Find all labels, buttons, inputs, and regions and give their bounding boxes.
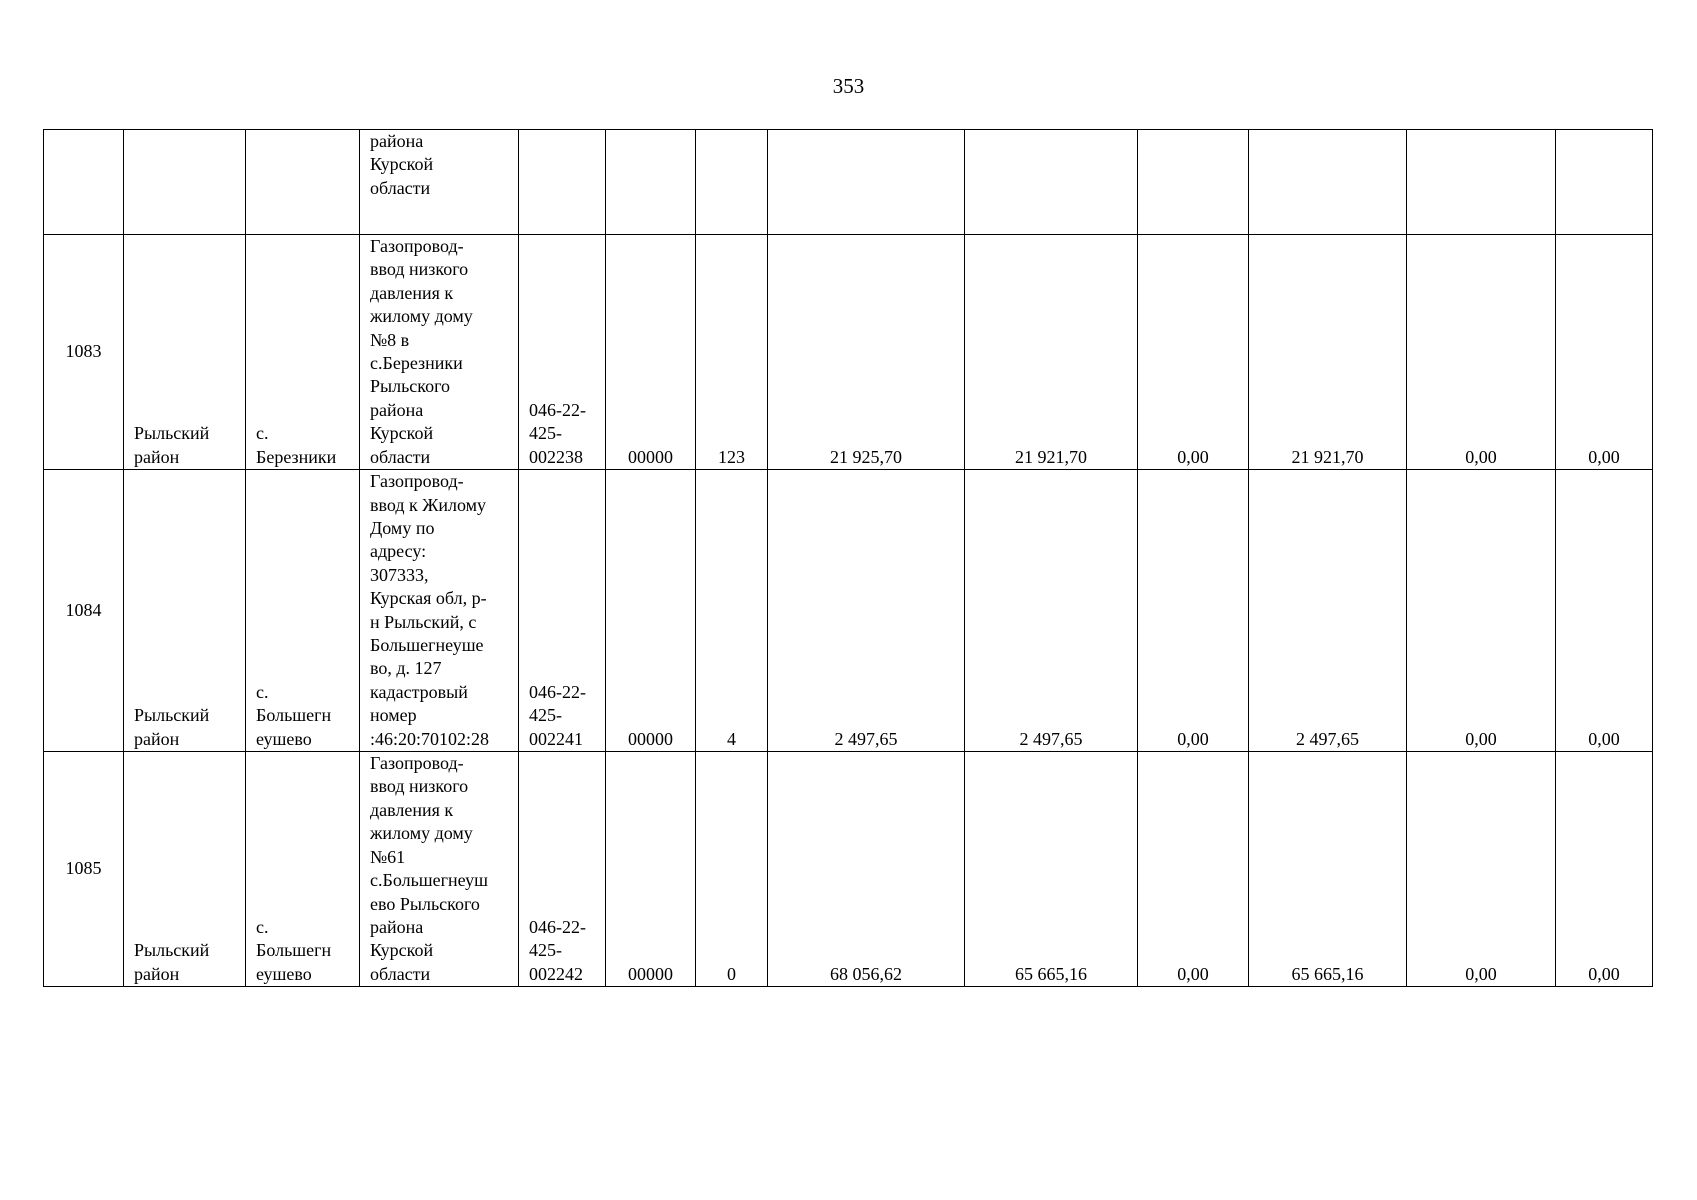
cell-value-4: 0,00 bbox=[1407, 752, 1556, 987]
settlement-text: с. Березники bbox=[256, 423, 337, 467]
cell-value-4 bbox=[1407, 130, 1556, 235]
cell-length: 4 bbox=[696, 470, 768, 752]
cell-value-3: 65 665,16 bbox=[1249, 752, 1407, 987]
cell-value-4: 0,00 bbox=[1407, 470, 1556, 752]
cell-value-5 bbox=[1556, 130, 1653, 235]
cell-settlement bbox=[246, 130, 360, 235]
cell-reg-no bbox=[519, 235, 606, 470]
cell-value-1: 2 497,65 bbox=[965, 470, 1138, 752]
cell-value-1: 65 665,16 bbox=[965, 752, 1138, 987]
cell-reg-no bbox=[519, 130, 606, 235]
cell-reg-no bbox=[519, 470, 606, 752]
cell-value-5: 0,00 bbox=[1556, 752, 1653, 987]
property-register-table bbox=[43, 129, 1653, 987]
cell-object-name bbox=[360, 130, 519, 235]
table-row bbox=[44, 470, 1653, 752]
table-row bbox=[44, 752, 1653, 987]
cell-object-name bbox=[360, 470, 519, 752]
cell-value-3 bbox=[1249, 130, 1407, 235]
object-name-text: Газопровод- ввод низкого давления к жилому дому №61 с.Большегнеуш ево Рыльского района Курской области bbox=[370, 753, 489, 984]
object-name-text: района Курской области bbox=[370, 131, 434, 198]
table-row-continuation bbox=[44, 130, 1653, 235]
cell-settlement bbox=[246, 752, 360, 987]
settlement-text: с. Большегн еушево bbox=[256, 681, 332, 749]
cell-value-5: 0,00 bbox=[1556, 235, 1653, 470]
district-text: Рыльский район bbox=[134, 940, 210, 984]
reg-no-text: 046-22- 425- 002242 bbox=[529, 916, 586, 984]
cell-value-1 bbox=[965, 130, 1138, 235]
district-text: Рыльский район bbox=[134, 705, 210, 749]
cell-initial-cost: 68 056,62 bbox=[768, 752, 965, 987]
cell-length: 0 bbox=[696, 752, 768, 987]
cell-code: 00000 bbox=[606, 235, 696, 470]
cell-object-name bbox=[360, 235, 519, 470]
cell-value-2: 0,00 bbox=[1138, 235, 1249, 470]
cell-value-3: 2 497,65 bbox=[1249, 470, 1407, 752]
cell-district bbox=[124, 130, 246, 235]
district-text: Рыльский район bbox=[134, 423, 210, 467]
cell-value-5: 0,00 bbox=[1556, 470, 1653, 752]
cell-initial-cost bbox=[768, 130, 965, 235]
reg-no-text: 046-22- 425- 002238 bbox=[529, 399, 586, 467]
cell-row-no: 1085 bbox=[44, 752, 124, 987]
cell-value-2: 0,00 bbox=[1138, 752, 1249, 987]
cell-value-2: 0,00 bbox=[1138, 470, 1249, 752]
object-name-text: Газопровод- ввод низкого давления к жилому дому №8 в с.Березники Рыльского района Курской области bbox=[370, 236, 473, 467]
cell-row-no bbox=[44, 130, 124, 235]
table-row bbox=[44, 235, 1653, 470]
cell-length: 123 bbox=[696, 235, 768, 470]
cell-row-no: 1084 bbox=[44, 470, 124, 752]
cell-object-name bbox=[360, 752, 519, 987]
cell-district bbox=[124, 235, 246, 470]
cell-district bbox=[124, 752, 246, 987]
settlement-text: с. Большегн еушево bbox=[256, 916, 332, 984]
cell-value-3: 21 921,70 bbox=[1249, 235, 1407, 470]
cell-initial-cost: 2 497,65 bbox=[768, 470, 965, 752]
cell-code: 00000 bbox=[606, 470, 696, 752]
reg-no-text: 046-22- 425- 002241 bbox=[529, 681, 586, 749]
page-number: 353 bbox=[832, 74, 865, 98]
cell-code: 00000 bbox=[606, 752, 696, 987]
object-name-text: Газопровод- ввод к Жилому Дому по адресу: 307333, Курская обл, р- н Рыльский, с Большегнеуше во, д. 127 кадастровый номер :46:20:70102:28 bbox=[370, 471, 490, 749]
cell-length bbox=[696, 130, 768, 235]
cell-code bbox=[606, 130, 696, 235]
cell-settlement bbox=[246, 470, 360, 752]
cell-value-2 bbox=[1138, 130, 1249, 235]
cell-district bbox=[124, 470, 246, 752]
cell-reg-no bbox=[519, 752, 606, 987]
cell-row-no: 1083 bbox=[44, 235, 124, 470]
cell-settlement bbox=[246, 235, 360, 470]
cell-initial-cost: 21 925,70 bbox=[768, 235, 965, 470]
cell-value-4: 0,00 bbox=[1407, 235, 1556, 470]
cell-value-1: 21 921,70 bbox=[965, 235, 1138, 470]
